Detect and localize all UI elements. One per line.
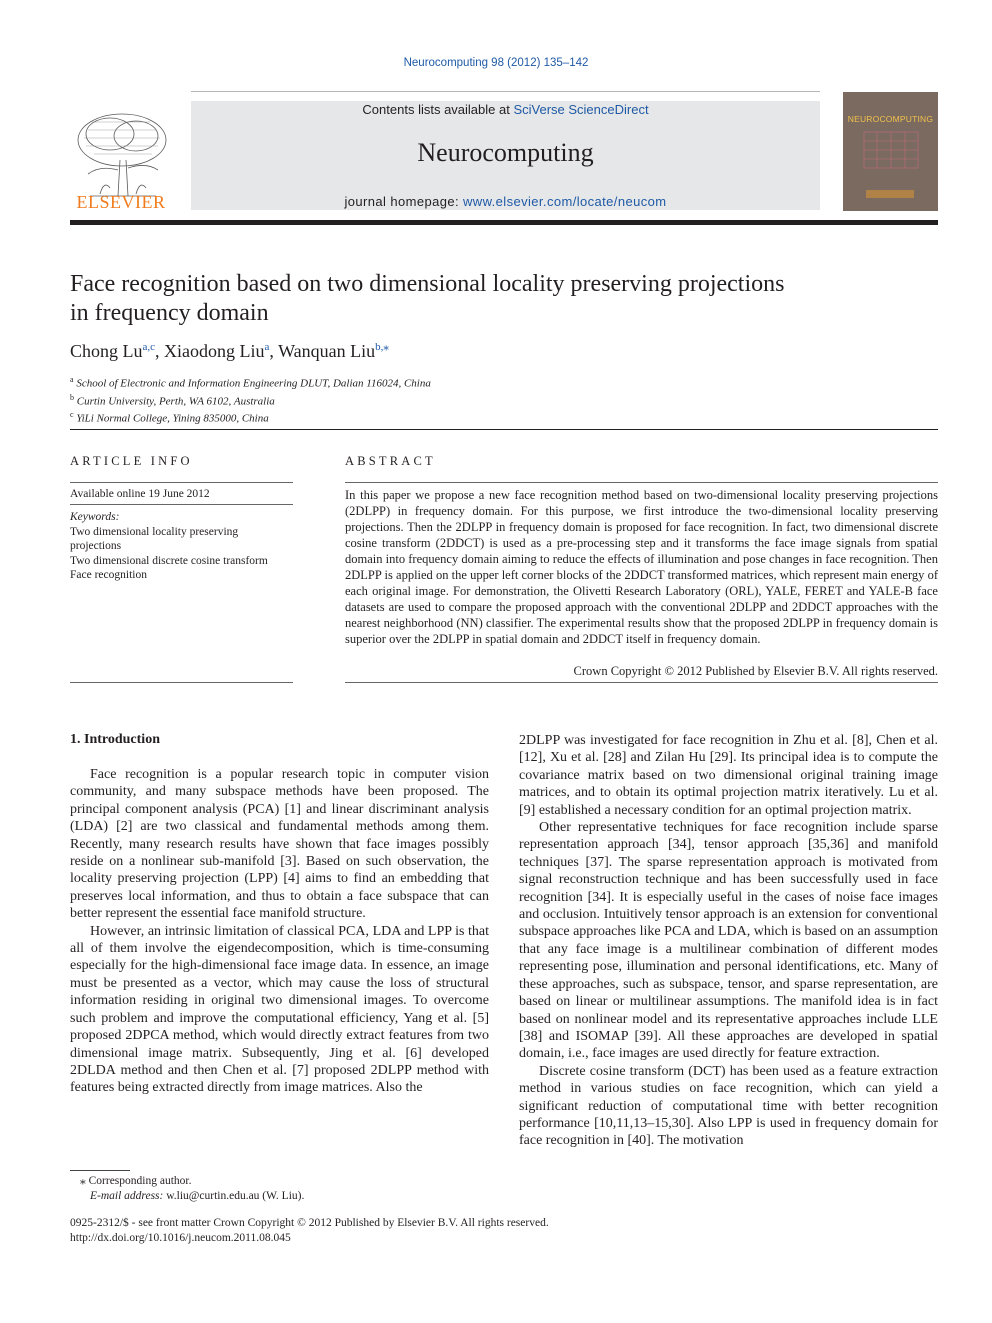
affiliation-text: School of Electronic and Information Engineering DLUT, Dalian 116024, China bbox=[76, 377, 431, 390]
keyword: Face recognition bbox=[70, 569, 147, 581]
abstract-copyright: Crown Copyright © 2012 Published by Elsevier B.V. All rights reserved. bbox=[573, 664, 938, 678]
paragraph: Face recognition is a popular research topic in computer vision community, and many subspace methods have been proposed. The principal component analysis (PCA) [1] and linear discriminant analysis (LDA) [2] are two classical and fundamental methods among them. Recently, many research results have shown that face images possibly reside on a nonlinear sub-manifold [3]. Based on such observation, the locality preserving projection (LPP) [4] aims to find an embedding that preserves local information, and thus to obtain a face subspace that can better represent the essential face manifold structure. bbox=[70, 767, 489, 922]
contents-availability bbox=[191, 102, 820, 117]
divider bbox=[70, 682, 293, 683]
affiliation-item bbox=[70, 408, 930, 426]
affiliation-list bbox=[70, 373, 930, 426]
homepage-link[interactable]: www.elsevier.com/locate/neucom bbox=[463, 194, 667, 209]
front-matter-meta bbox=[70, 1216, 770, 1245]
email-link[interactable]: w.liu@curtin.edu.au (W. Liu). bbox=[166, 1189, 305, 1202]
paragraph: However, an intrinsic limitation of classical PCA, LDA and LPP is that all of them involve the eigendecomposition, which is time-consuming especially for the high-dimensional face image data. In essence, an image must be presented as a vector, which may cause the loss of structural information residing in original two dimensional images. To overcome such problem and improve the computational efficiency, Yang et al. [5] proposed 2DPCA method, which would directly extract features from two dimensional image matrix. Subsequently, Jing et al. [6] developed 2DLDA method and then Chen et al. [7] proposed 2DLPP method with features being extracted directly from image matrices. Also the bbox=[70, 923, 489, 1096]
footnote-block bbox=[80, 1174, 480, 1203]
author-list bbox=[70, 340, 930, 362]
keywords-block bbox=[70, 510, 300, 583]
author-name: Wanquan Liu bbox=[278, 341, 376, 361]
section-heading: 1. Introduction bbox=[70, 732, 160, 747]
keyword: Two dimensional locality preserving bbox=[70, 525, 239, 538]
author-affil-link[interactable]: a,c bbox=[142, 341, 156, 353]
affiliation-marker: b bbox=[70, 392, 74, 402]
author-separator: , bbox=[155, 341, 165, 361]
affiliation-text: YiLi Normal College, Yining 835000, China bbox=[76, 412, 269, 425]
footnote-rule bbox=[70, 1170, 130, 1171]
author-separator: , bbox=[269, 341, 279, 361]
affiliation-marker: a bbox=[70, 375, 74, 384]
affiliation-item bbox=[70, 373, 930, 391]
journal-citation[interactable]: Neurocomputing 98 (2012) 135–142 bbox=[403, 57, 589, 69]
divider bbox=[70, 429, 938, 430]
author-affil-link[interactable]: a bbox=[264, 341, 270, 353]
homepage-prefix: journal homepage: bbox=[344, 194, 463, 209]
title-line-1: Face recognition based on two dimensional locality preserving projections bbox=[70, 271, 785, 297]
email-label: E-mail address: bbox=[90, 1189, 164, 1202]
keywords-label: Keywords: bbox=[70, 511, 120, 523]
affiliation-marker: c bbox=[70, 410, 74, 420]
divider bbox=[70, 504, 293, 505]
cover-footer-strip bbox=[866, 190, 914, 198]
paragraph: Discrete cosine transform (DCT) has been used as a feature extraction method in various studies on face recognition, which can yield a significant reduction of computational time with better recognition performance [10,11,13–15,30]. Also LPP is used in frequency domain for face recognition in [40]. The motivation bbox=[519, 1063, 938, 1149]
publisher-logo: ELSEVIER bbox=[76, 192, 166, 212]
affiliation-text: Curtin University, Perth, WA 6102, Australia bbox=[76, 395, 275, 408]
doi-link[interactable]: http://dx.doi.org/10.1016/j.neucom.2011.08.045 bbox=[70, 1231, 291, 1244]
paragraph: Other representative techniques for face recognition include sparse representation approach [34], tensor approach [35,36] and manifold techniques [37]. The sparse representation approach is motivated from signal reconstruction technique and has been successfully used in face recognition [34]. It is especially useful in the cases of noise face images and occlusion. Intuitively tensor approach is an extension for conventional subspace approaches like PCA and LDA, which is based on an assumption that any face image is a multilinear combination of different modes representing pose, illumination and personal identifications, etc. Many of these approaches, such as subspace, tensor, and sparse representation, are based on linear or multilinear assumptions. The manifold idea is in fact based on nonlinear model and its representative approaches include LLE [38] and ISOMAP [39]. All these approaches are developed in spatial domain, i.e., face images are used directly for feature extraction. bbox=[519, 820, 938, 1062]
author-affil-link[interactable]: b,⁎ bbox=[375, 341, 389, 353]
cover-title: NEUROCOMPUTING bbox=[847, 114, 934, 124]
divider bbox=[345, 482, 938, 483]
cover-grid-icon bbox=[862, 130, 920, 170]
contents-prefix: Contents lists available at bbox=[362, 102, 514, 117]
corresponding-author-note: ⁎ Corresponding author. bbox=[80, 1175, 192, 1187]
header-top-rule bbox=[191, 91, 820, 92]
body-left-column bbox=[70, 766, 489, 1097]
abstract-body: In this paper we propose a new face recognition method based on two-dimensional locality preserving projections (2DLPP) in frequency domain. For this purpose, we first introduce the two-dimensional locality preserving projections. Then the 2DLPP in frequency domain is proposed for face recognition. In fact, two dimensional discrete cosine transform (2DDCT) is used as a pre-processing step and it transforms the face image signals from spatial domain into frequency domain aiming to reduce the effects of illumination and pose changes in face recognition. Then 2DLPP is applied on the upper left corner blocks of the 2DDCT transformed matrices, which represent main energy of each original image. For demonstration, the Olivetti Research Laboratory (ORL), YALE, FERET and YALE-B face datasets are used to compare the proposed approach with the conventional 2DLPP and 2DDCT approaches with the nearest neighborhood (NN) classifier. The experimental results show that the proposed 2DLPP in frequency domain is superior over the 2DLPP in spatial domain and 2DDCT itself in frequency domain. bbox=[345, 488, 938, 646]
author-name: Xiaodong Liu bbox=[164, 341, 265, 361]
paper-title bbox=[70, 270, 930, 328]
header-bottom-rule bbox=[70, 220, 938, 225]
article-info-heading: ARTICLE INFO bbox=[70, 454, 193, 468]
journal-homepage bbox=[191, 194, 820, 209]
title-line-2: in frequency domain bbox=[70, 300, 269, 326]
body-right-column bbox=[519, 732, 938, 1150]
sciencedirect-link[interactable]: SciVerse ScienceDirect bbox=[513, 102, 649, 117]
affiliation-item bbox=[70, 391, 930, 409]
author-name: Chong Lu bbox=[70, 341, 143, 361]
journal-name: Neurocomputing bbox=[417, 138, 594, 167]
available-online: Available online 19 June 2012 bbox=[70, 488, 210, 500]
divider bbox=[345, 682, 938, 683]
abstract-heading: ABSTRACT bbox=[345, 454, 436, 468]
keyword: projections bbox=[70, 540, 122, 552]
keyword: Two dimensional discrete cosine transform bbox=[70, 554, 268, 567]
email-note bbox=[80, 1189, 480, 1204]
issn-line: 0925-2312/$ - see front matter Crown Copyright © 2012 Published by Elsevier B.V. All rights reserved. bbox=[70, 1217, 549, 1229]
divider bbox=[70, 482, 293, 483]
paragraph: 2DLPP was investigated for face recognition in Zhu et al. [8], Chen et al. [12], Xu et al. [28] and Zilan Hu [29]. Its principal idea is to compute the covariance matrix based on two dimensional original training image matrices, and to obtain its optimal projection matrix iteratively. Lu et al. [9] established a necessary condition for an optimal projection matrix. bbox=[519, 733, 938, 818]
